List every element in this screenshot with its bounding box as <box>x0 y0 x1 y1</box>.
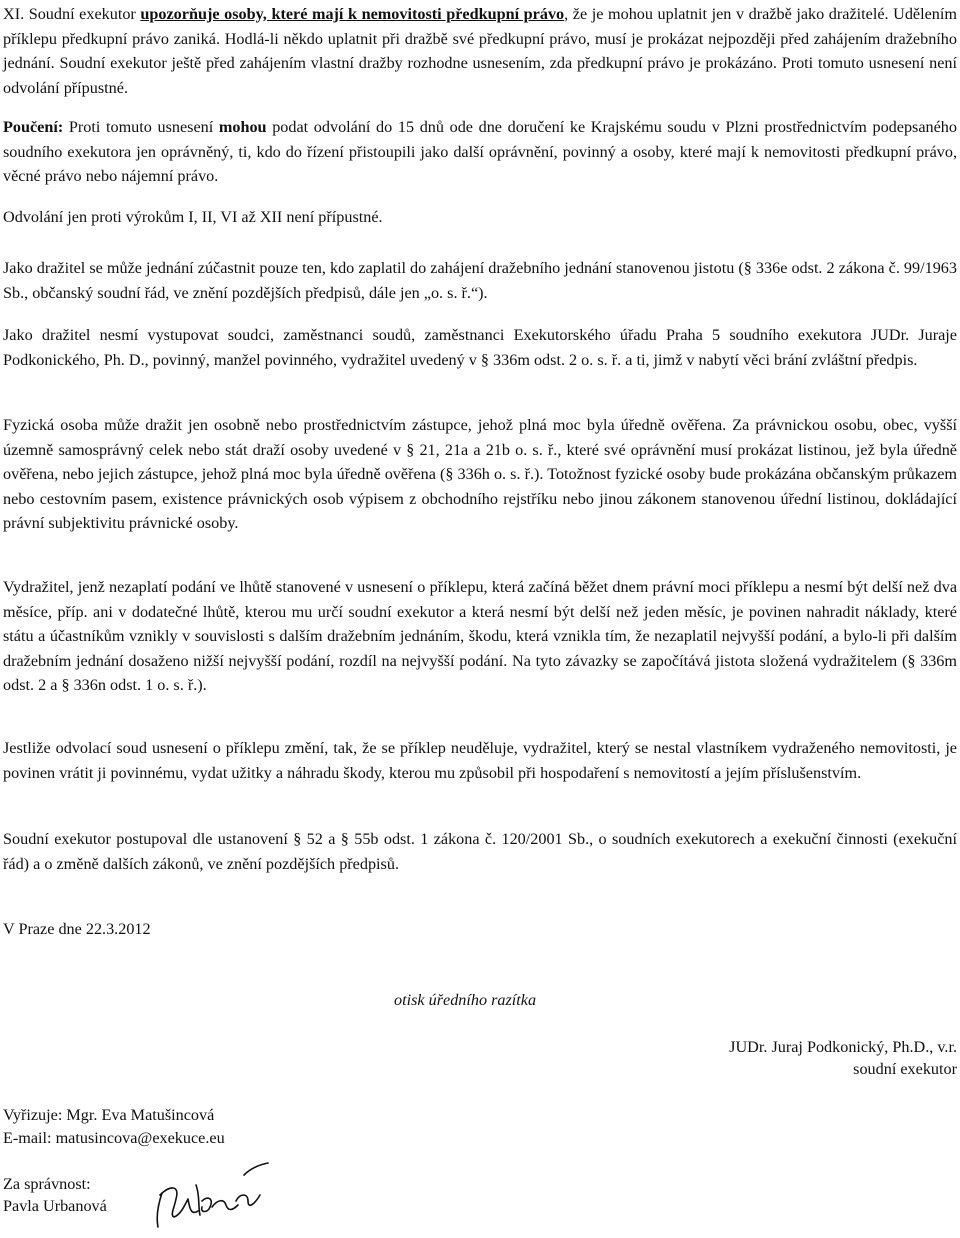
paragraph-text: Jako dražitel se může jednání zúčastnit pouze ten, kdo zaplatil do zahájení dražebního jednání stanovenou jistotu (§ 336e odst. 2 zákona č. 99/1963 Sb., občanský soudní řád, ve znění pozdějších předpisů, dále jen „o. s. ř.“). <box>3 259 957 302</box>
pouceni-paragraph <box>3 115 957 189</box>
signer-role: soudní exekutor <box>853 1060 957 1078</box>
section-xi-paragraph <box>3 2 957 100</box>
section-xi <box>3 2 957 100</box>
pouceni-label: Poučení: <box>3 118 64 136</box>
section-xi-text: , že je mohou uplatnit jen v dražbě jako dražitelé. Udělením příklepu předkupní právo zaniká. Hodlá-li někdo uplatnit při dražbě své předkupní právo, musí je prokázat nejpozději před zahájením dražebního jednání. Soudní exekutor ještě před zahájením vlastní dražby rozhodne usnesením, zda předkupní právo je prokázáno. Proti tomuto usnesení není odvolání přípustné. <box>3 5 957 97</box>
section-xi-emphasis: upozorňuje osoby, které mají k nemovitosti předkupní právo <box>140 5 565 23</box>
paragraph-excluded-bidders <box>3 323 957 372</box>
section-xi-intro: XI. Soudní exekutor <box>3 5 141 23</box>
stamp-placeholder: otisk úředního razítka <box>394 991 537 1009</box>
verification-name: Pavla Urbanová <box>3 1197 107 1215</box>
paragraph-appeal <box>3 205 957 230</box>
paragraph-bidding-persons <box>3 413 957 536</box>
contact-email: E-mail: matusincova@exekuce.eu <box>3 1129 225 1147</box>
paragraph-appeal-change <box>3 736 957 785</box>
paragraph-text: Odvolání jen proti výrokům I, II, VI až XII není přípustné. <box>3 208 383 226</box>
paragraph-legal-basis <box>3 827 957 876</box>
paragraph-unpaid-bid <box>3 575 957 698</box>
pouceni-text-2: podat odvolání do 15 dnů ode dne doručení ke Krajskému soudu v Plzni prostřednictvím podepsaného soudního exekutora jen oprávněný, ti, kdo do řízení přistoupili jako další oprávnění, povinný a osoby, které mají k nemovitosti předkupní právo, věcné právo nebo nájemní právo. <box>3 118 957 185</box>
handled-by: Vyřizuje: Mgr. Eva Matušincová <box>3 1106 215 1124</box>
date-line: V Praze dne 22.3.2012 <box>3 920 151 938</box>
paragraph-text: Jestliže odvolací soud usnesení o příklepu změní, tak, že se příklep neuděluje, vydražitel, který se nestal vlastníkem vydraženého nemovitosti, je povinen vrátit ji povinnému, vydat užitky a náhradu škody, kterou mu způsobil při hospodaření s nemovitostí a jejím příslušenstvím. <box>3 739 957 782</box>
paragraph-text: Fyzická osoba může dražit jen osobně nebo prostřednictvím zástupce, jehož plná moc byla úředně ověřena. Za právnickou osobu, obec, vyšší územně samosprávný celek nebo stát draží osoby uvedené v § 21, 21a a 21b o. s. ř., které své oprávnění musí prokázat listinou, jež byla úředně ověřena, nebo jejich zástupce, jehož plná moc byla úředně ověřena (§ 336h o. s. ř.). Totožnost fyzické osoby bude prokázána občanským průkazem nebo cestovním pasem, existence právnických osob výpisem z obchodního rejstříku nebo jinou zákonem stanovenou úřední listinou, dokládající právní subjektivitu právnické osoby. <box>3 416 957 532</box>
pouceni-mohou: mohou <box>218 118 267 136</box>
paragraph-bidder-deposit <box>3 256 957 305</box>
paragraph-text: Soudní exekutor postupoval dle ustanovení § 52 a § 55b odst. 1 zákona č. 120/2001 Sb., o soudních exekutorech a exekuční činnosti (exekuční řád) a o změně dalších zákonů, ve znění pozdějších předpisů. <box>3 830 957 873</box>
pouceni-text-1: Proti tomuto usnesení <box>63 118 219 136</box>
handwritten-signature <box>140 1155 280 1235</box>
pouceni-block <box>3 115 957 189</box>
paragraph-text: Vydražitel, jenž nezaplatí podání ve lhůtě stanovené v usnesení o příklepu, která začíná běžet dnem právní moci příklepu a nesmí být delší než dva měsíce, příp. ani v dodatečné lhůtě, kterou mu určí soudní exekutor a která nesmí být delší než jeden měsíc, je povinen nahradit náklady, které státu a účastníkům vznikly v souvislosti s dalším dražebním jednáním, škodu, která vznikla tím, že nezaplatil nejvyšší podání, a bylo-li při dalším dražebním jednání dosaženo nižší nejvyšší podání, rozdíl na nejvyšší podání. Na tyto závazky se započítává jistota složená vydražitelem (§ 336m odst. 2 a § 336n odst. 1 o. s. ř.). <box>3 578 957 694</box>
paragraph-text: Jako dražitel nesmí vystupovat soudci, zaměstnanci soudů, zaměstnanci Exekutorského úřadu Praha 5 soudního exekutora JUDr. Juraje Podkonického, Ph. D., povinný, manžel povinného, vydražitel uvedený v § 336m odst. 2 o. s. ř. a ti, jimž v nabytí věci brání zvláštní předpis. <box>3 326 957 369</box>
signer-name: JUDr. Juraj Podkonický, Ph.D., v.r. <box>729 1038 957 1056</box>
verification-label: Za správnost: <box>3 1175 91 1193</box>
